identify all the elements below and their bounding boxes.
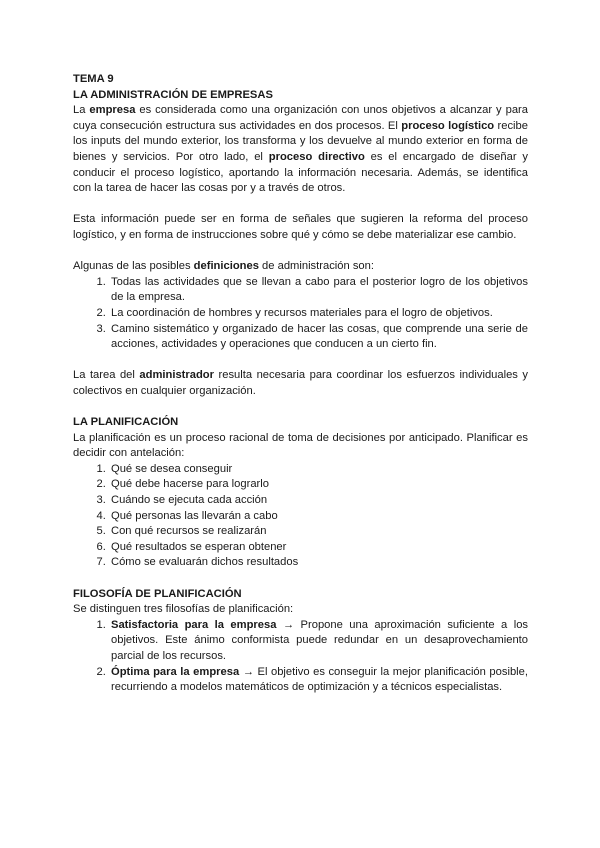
term-optima: Óptima para la empresa (111, 665, 240, 678)
text-run: de administración son: (258, 260, 374, 273)
paragraph-definiciones-intro (73, 259, 528, 275)
section-heading-planificacion: LA PLANIFICACIÓN (73, 416, 179, 429)
list-item: 4. Qué personas las llevarán a cabo (109, 509, 528, 525)
list-item (109, 665, 528, 696)
paragraph-filosofia: Se distinguen tres filosofías de planificación: (73, 603, 294, 616)
text-run: es el encargado de diseñar y conducir el proceso logístico, aportando la información necesaria. Además, se identifica con la tarea de hacer las cosas por y a través de otros. (73, 150, 528, 195)
term-administrador: administrador (139, 369, 214, 382)
text-run: es considerada como una organización con unos objetivos a alcanzar y para cuya consecución estructura sus actividades en dos procesos. El (73, 104, 528, 132)
term-proceso-directivo: proceso directivo (268, 150, 365, 163)
term-satisfactoria: Satisfactoria para la empresa (111, 618, 277, 631)
term-empresa: empresa (89, 104, 136, 117)
list-item: 7. Cómo se evaluarán dichos resultados (109, 555, 528, 571)
list-item: 6. Qué resultados se esperan obtener (109, 540, 528, 556)
text-run: Algunas de las posibles (73, 260, 194, 273)
filosofia-list (73, 618, 528, 696)
list-item: 1. Todas las actividades que se llevan a cabo para el posterior logro de los objetivos de la empresa. (109, 275, 528, 306)
page-title: LA ADMINISTRACIÓN DE EMPRESAS (73, 88, 273, 101)
text-run: La tarea del (73, 369, 140, 382)
text-run: recibe los inputs del mundo exterior, los transforma y los devuelve al mundo exterior en forma de bienes y servicios. Por otro lado, el (73, 119, 528, 163)
text-run: El objetivo es conseguir la mejor planificación posible, recurriendo a modelos matemáticos de optimización y a técnicos especialistas. (111, 665, 528, 694)
arrow-icon: → (276, 618, 301, 631)
text-run: resulta necesaria para coordinar los esfuerzos individuales y colectivos en cualquier organización. (73, 369, 529, 397)
tema-label: TEMA 9 (73, 73, 114, 85)
definiciones-list (73, 275, 528, 353)
list-item: 2. La coordinación de hombres y recursos materiales para el logro de objetivos. (109, 306, 528, 322)
arrow-icon: → (239, 665, 258, 678)
paragraph-planificacion: La planificación es un proceso racional de toma de decisiones por anticipado. Planificar es decidir con antelación: (73, 431, 528, 460)
list-item: 3. Camino sistemático y organizado de hacer las cosas, que comprende una serie de acciones, actividades y operaciones que conducen a un cierto fin. (109, 322, 528, 353)
text-run: Propone una aproximación suficiente a los objetivos. Este ánimo conformista puede redundar en un desaprovechamiento parcial de los recursos. (111, 618, 529, 662)
paragraph-empresa (73, 103, 528, 197)
list-item: 3. Cuándo se ejecuta cada acción (109, 493, 528, 509)
list-item: 5. Con qué recursos se realizarán (109, 524, 528, 540)
list-item: 1. Qué se desea conseguir (109, 462, 528, 478)
planificacion-list (73, 462, 528, 571)
term-definiciones: definiciones (193, 260, 259, 273)
paragraph-informacion: Esta información puede ser en forma de señales que sugieren la reforma del proceso logístico, y en forma de instrucciones sobre qué y cómo se debe materializar ese cambio. (73, 213, 528, 241)
term-proceso-logistico: proceso logístico (401, 119, 495, 132)
text-run: La (73, 104, 90, 117)
list-item: 2. Qué debe hacerse para lograrlo (109, 477, 528, 493)
section-heading-filosofia: FILOSOFÍA DE PLANIFICACIÓN (73, 587, 242, 600)
list-item (109, 618, 528, 665)
paragraph-administrador (73, 368, 528, 399)
